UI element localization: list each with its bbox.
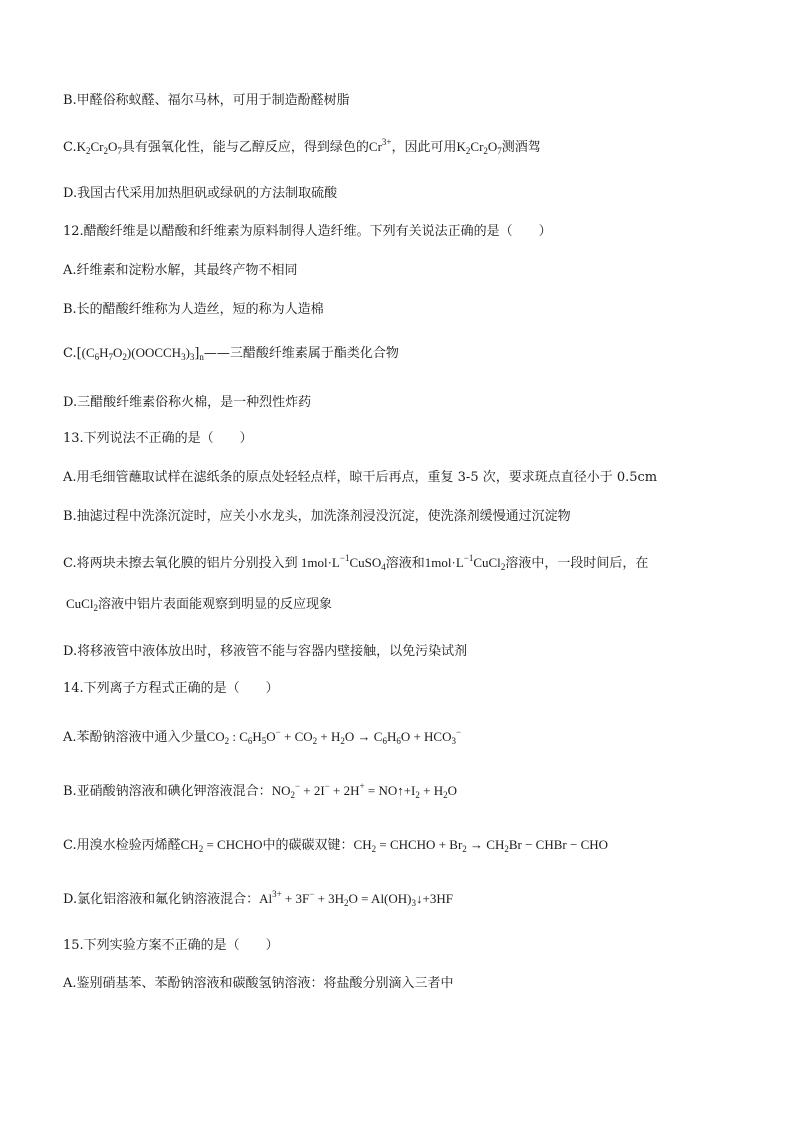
q12-option-b: B.长的醋酸纤维称为人造丝，短的称为人造棉: [63, 302, 324, 317]
q12-stem: 12.醋酸纤维是以醋酸和纤维素为原料制得人造纤维。下列有关说法正确的是（ ）: [63, 224, 552, 239]
q12-option-d: D.三醋酸纤维素俗称火棉，是一种烈性炸药: [63, 395, 312, 410]
q13-option-c-line2: CuCl$_2$溶液中铝片表面能观察到明显的反应现象: [66, 596, 332, 613]
q14-stem: 14.下列离子方程式正确的是（ ）: [63, 681, 279, 696]
q14-option-b: B.亚硝酸钠溶液和碘化钾溶液混合：$NO_2^- + 2I^- + 2H^+$ = $NO↑+I_2 + H_2O$: [63, 781, 458, 800]
q13-option-b: B.抽滤过程中洗涤沉淀时，应关小水龙头，加洗涤剂浸没沉淀，使洗涤剂缓慢通过沉淀物: [63, 509, 571, 524]
q15-option-a: A.鉴别硝基苯、苯酚钠溶液和碳酸氢钠溶液：将盐酸分别滴入三者中: [63, 976, 454, 991]
q13-option-a: A.用毛细管蘸取试样在滤纸条的原点处轻轻点样，晾干后再点，重复 3-5 次，要求斑点直径小于 0.5cm: [63, 470, 658, 485]
q14-option-a: A.苯酚钠溶液中通入少量$CO_2$ : $C_6H_5O^- + CO_2 + H_2O \to C_6H_6O + HCO_3^-$: [63, 727, 462, 746]
q14-option-d: D.氯化铝溶液和氟化钠溶液混合：$Al^{3+} + 3F^- + 3H_2O$ = $Al(OH)_3↓+3HF$: [63, 889, 453, 908]
q11-option-c: $C.K_2Cr_2O_7$具有强氧化性，能与乙醇反应，得到绿色的$Cr^{3+}$，因此可用$K_2Cr_2O_7$测酒驾: [63, 137, 541, 156]
q13-stem: 13.下列说法不正确的是（ ）: [63, 431, 253, 446]
q12-option-a: A.纤维素和淀粉水解，其最终产物不相同: [63, 263, 298, 278]
q11-option-d: D.我国古代采用加热胆矾或绿矾的方法制取硫酸: [63, 186, 338, 201]
q13-option-c-line1: C.将两块未擦去氧化膜的铝片分别投入到 $1mol\cdot L^{-1}CuSO_4$溶液和$1mol\cdot L^{-1}CuCl_2$溶液中，一段时间后，在: [63, 553, 649, 572]
q12-option-c: $C.[(C_6H_7O_2)(OOCCH_3)_3]_n——$三醋酸纤维素属于酯类化合物: [63, 345, 399, 362]
q11-option-b: B.甲醛俗称蚁醛、福尔马林，可用于制造酚醛树脂: [63, 93, 350, 108]
q15-stem: 15.下列实验方案不正确的是（ ）: [63, 938, 279, 953]
q13-option-d: D.将移液管中液体放出时，移液管不能与容器内壁接触，以免污染试剂: [63, 644, 468, 659]
q14-option-c: C.用溴水检验丙烯醛$CH_2$ = CHCHO中的碳碳双键：$CH_2$ = CHCHO + $Br_2 \to CH_2Br$ − CHBr − CHO: [63, 837, 609, 854]
